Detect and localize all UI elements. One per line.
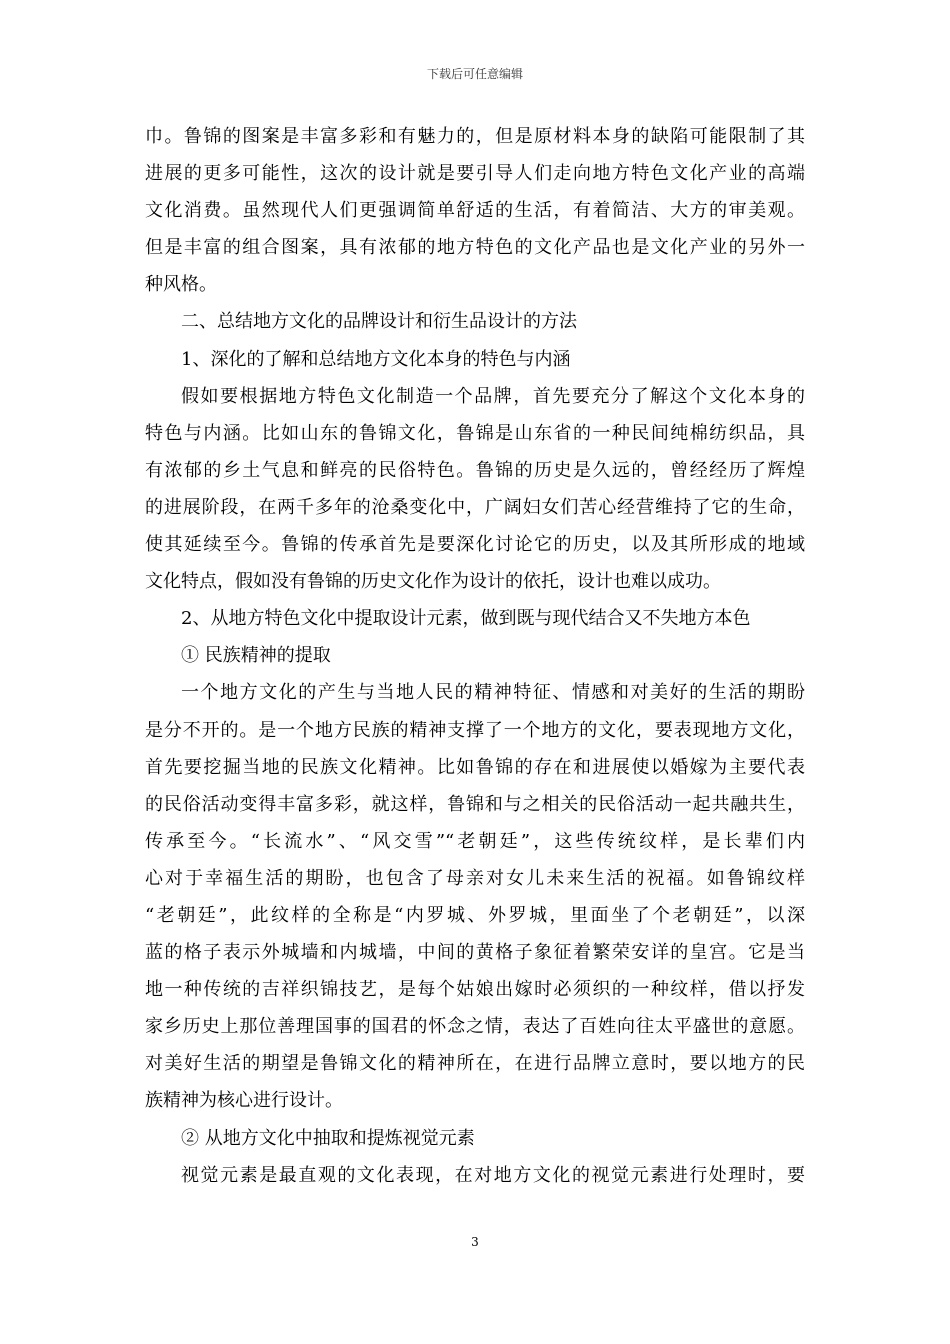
page-header: 下载后可任意编辑: [426, 67, 523, 81]
document-body: [145, 118, 805, 1194]
text-line: 是分不开的。是一个地方民族的精神支撑了一个地方的文化，要表现地方文化，: [145, 719, 805, 741]
text-line: 传承至今。“长流水”、“风交雪”“老朝廷”，这些传统纹样，是长辈们内: [145, 830, 805, 852]
text-line: 巾。鲁锦的图案是丰富多彩和有魅力的，但是原材料本身的缺陷可能限制了其: [145, 126, 805, 147]
section-heading: 二、总结地方文化的品牌设计和衍生品设计的方法: [181, 311, 577, 333]
subsection-heading: 1、深化的了解和总结地方文化本身的特色与内涵: [181, 348, 571, 370]
text-line: 蓝的格子表示外城墙和内城墙，中间的黄格子象征着繁荣安详的皇宫。它是当: [145, 942, 805, 964]
subsection-heading: 2、从地方特色文化中提取设计元素，做到既与现代结合又不失地方本色: [181, 608, 751, 630]
page-number: 3: [471, 1235, 479, 1249]
text-line: 地一种传统的吉祥织锦技艺，是每个姑娘出嫁时必须织的一种纹样，借以抒发: [145, 979, 805, 1001]
text-line: 有浓郁的乡土气息和鲜亮的民俗特色。鲁锦的历史是久远的，曾经经历了辉煌: [145, 459, 805, 481]
text-line: 首先要挖掘当地的民族文化精神。比如鲁锦的存在和进展使以婚嫁为主要代表: [145, 756, 805, 778]
text-line: 但是丰富的组合图案，具有浓郁的地方特色的文化产品也是文化产业的另外一: [145, 237, 805, 259]
text-line: 进展的更多可能性，这次的设计就是要引导人们走向地方特色文化产业的高端: [145, 163, 805, 185]
text-line: 文化特点，假如没有鲁锦的历史文化作为设计的依托，设计也难以成功。: [145, 571, 721, 593]
item-heading: ① 民族精神的提取: [181, 645, 331, 667]
text-line: 对美好生活的期望是鲁锦文化的精神所在，在进行品牌立意时，要以地方的民: [145, 1053, 805, 1075]
text-line: 一个地方文化的产生与当地人民的精神特征、情感和对美好的生活的期盼: [181, 682, 805, 704]
text-line: 的民俗活动变得丰富多彩，就这样，鲁锦和与之相关的民俗活动一起共融共生，: [145, 793, 805, 815]
text-line: 种风格。: [145, 274, 217, 296]
text-line: 视觉元素是最直观的文化表现，在对地方文化的视觉元素进行处理时，要: [181, 1164, 805, 1186]
text-line: 特色与内涵。比如山东的鲁锦文化，鲁锦是山东省的一种民间纯棉纺织品，具: [145, 422, 805, 444]
text-line: 使其延续至今。鲁锦的传承首先是要深化讨论它的历史，以及其所形成的地域: [145, 534, 805, 556]
text-line: 假如要根据地方特色文化制造一个品牌，首先要充分了解这个文化本身的: [181, 385, 805, 407]
text-line: 族精神为核心进行设计。: [145, 1090, 343, 1112]
text-line: 文化消费。虽然现代人们更强调简单舒适的生活，有着简洁、大方的审美观。: [145, 200, 805, 222]
item-heading: ② 从地方文化中抽取和提炼视觉元素: [181, 1127, 475, 1149]
text-line: 心对于幸福生活的期盼，也包含了母亲对女儿未来生活的祝福。如鲁锦纹样: [145, 867, 805, 889]
text-line: 家乡历史上那位善理国事的国君的怀念之情，表达了百姓向往太平盛世的意愿。: [145, 1016, 805, 1038]
text-line: “老朝廷”，此纹样的全称是“内罗城、外罗城，里面坐了个老朝廷”，以深: [145, 904, 805, 926]
text-line: 的进展阶段，在两千多年的沧桑变化中，广阔妇女们苦心经营维持了它的生命，: [145, 496, 805, 518]
